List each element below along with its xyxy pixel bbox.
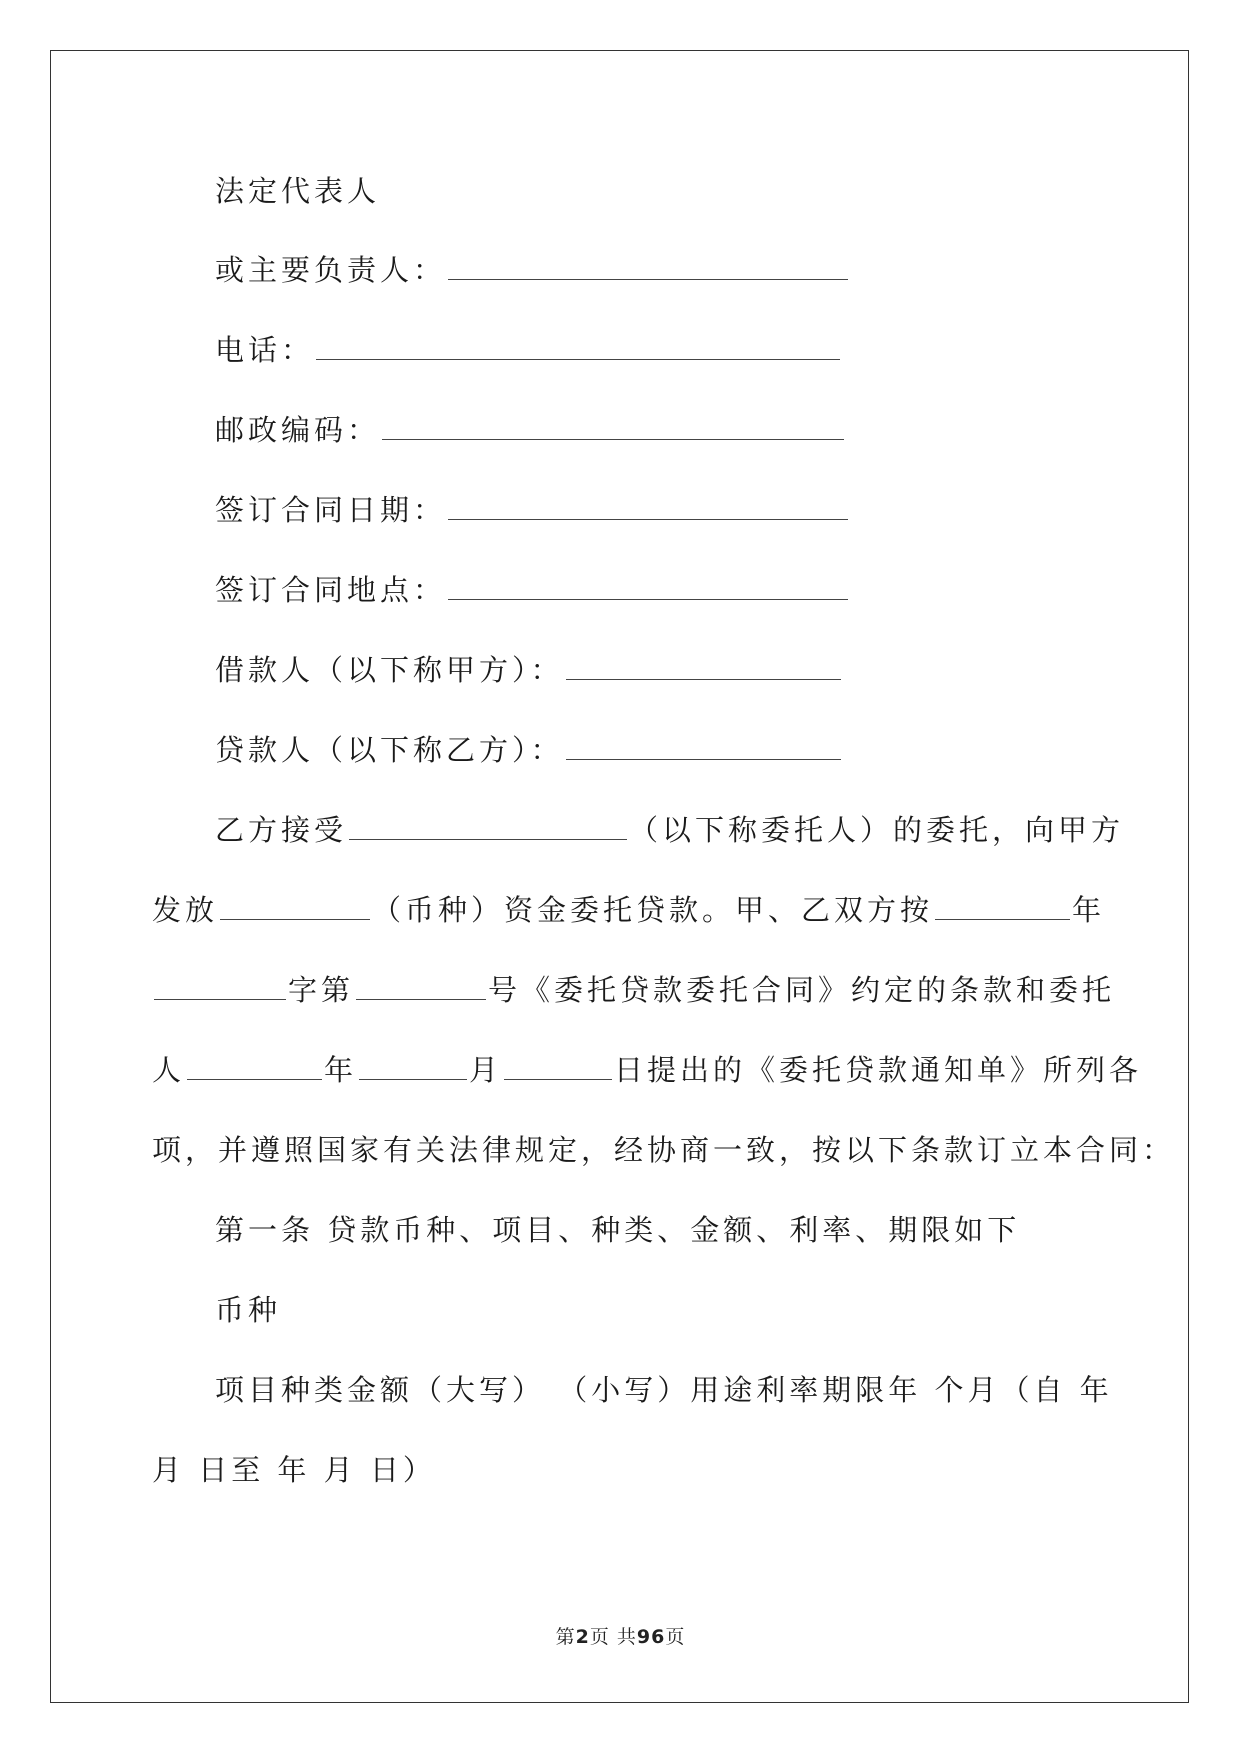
p2-text-a: 发放 [152, 893, 219, 927]
items-line-2 [152, 1450, 436, 1490]
sign-place-label: 签订合同地点： [215, 573, 447, 607]
year-blank[interactable] [935, 895, 1070, 920]
notice-day-blank[interactable] [504, 1055, 612, 1080]
postcode-label: 邮政编码： [215, 413, 381, 447]
footer-mid: 页 共 [589, 1626, 637, 1648]
p1-text-b: （以下称委托人）的委托，向甲方 [629, 813, 1125, 847]
sign-place-line [215, 570, 850, 610]
borrower-line [215, 650, 843, 690]
p4-text-c: 月 [469, 1053, 503, 1087]
p5-text: 项，并遵照国家有关法律规定，经协商一致，按以下条款订立本合同： [152, 1133, 1176, 1167]
sign-date-label: 签订合同日期： [215, 493, 447, 527]
p2-text-c: 年 [1072, 893, 1106, 927]
p3-text-a: 字第 [288, 973, 355, 1007]
notice-month-blank[interactable] [359, 1055, 467, 1080]
currency-blank[interactable] [220, 895, 370, 920]
sign-date-line [215, 490, 850, 530]
footer-page-number: 2 [575, 1626, 590, 1648]
article-one-text: 第一条 贷款币种、项目、种类、金额、利率、期限如下 [215, 1213, 1021, 1247]
notice-year-blank[interactable] [187, 1055, 322, 1080]
legal-representative-label [215, 171, 380, 211]
p3-text-b: 号《委托贷款委托合同》约定的条款和委托 [488, 973, 1116, 1007]
p4-text-d: 日提出的《委托贷款通知单》所列各 [614, 1053, 1143, 1087]
paragraph-line-1 [215, 810, 1124, 850]
legal-representative-text: 法定代表人 [215, 174, 381, 208]
phone-blank[interactable] [316, 335, 840, 360]
page-footer [0, 1622, 1241, 1649]
items-line-2-text: 月 日至 年 月 日） [152, 1453, 436, 1487]
principal-label: 或主要负责人： [215, 253, 447, 287]
contract-word-blank[interactable] [154, 975, 286, 1000]
borrower-label: 借款人（以下称甲方）： [215, 653, 564, 687]
sign-place-blank[interactable] [448, 575, 848, 600]
paragraph-line-3 [152, 970, 1115, 1010]
paragraph-line-5 [152, 1130, 1175, 1170]
p4-text-b: 年 [324, 1053, 358, 1087]
lender-line [215, 730, 843, 770]
lender-label: 贷款人（以下称乙方）： [215, 733, 564, 767]
p4-text-a: 人 [152, 1053, 186, 1087]
items-line-1 [215, 1370, 1113, 1410]
currency-heading [215, 1290, 281, 1330]
phone-label: 电话： [215, 333, 315, 367]
principal-line [215, 250, 850, 290]
postcode-line [215, 410, 846, 450]
postcode-blank[interactable] [382, 415, 844, 440]
currency-heading-text: 币种 [215, 1293, 282, 1327]
footer-suffix: 页 [665, 1626, 686, 1648]
paragraph-line-4 [152, 1050, 1142, 1090]
footer-prefix: 第 [555, 1626, 576, 1648]
lender-blank[interactable] [566, 735, 841, 760]
borrower-blank[interactable] [566, 655, 841, 680]
sign-date-blank[interactable] [448, 495, 848, 520]
principal-blank[interactable] [448, 255, 848, 280]
paragraph-line-2 [152, 890, 1105, 930]
article-one [215, 1210, 1020, 1250]
items-line-1-text: 项目种类金额（大写） （小写）用途利率期限年 个月（自 年 [215, 1373, 1113, 1407]
entrusting-party-blank[interactable] [349, 815, 627, 840]
p2-text-b: （币种）资金委托贷款。甲、乙双方按 [372, 893, 934, 927]
contract-number-blank[interactable] [356, 975, 486, 1000]
phone-line [215, 330, 842, 370]
p1-text-a: 乙方接受 [215, 813, 348, 847]
footer-total-pages: 96 [636, 1626, 666, 1648]
